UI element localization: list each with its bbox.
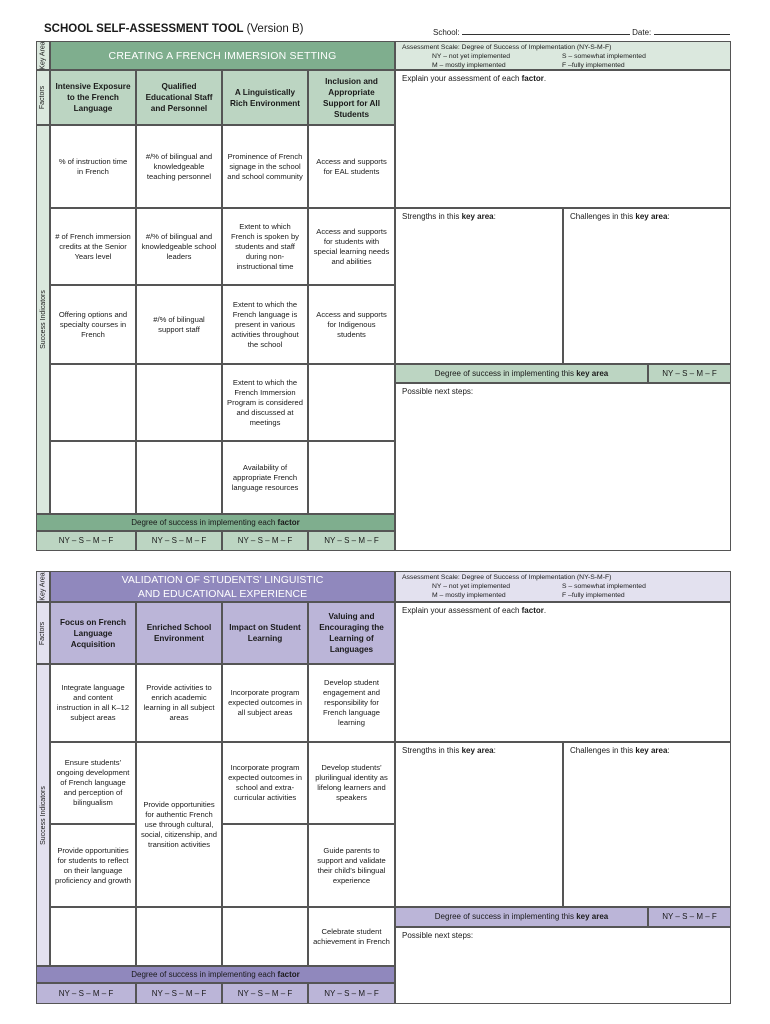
factor-header: Impact on Student Learning (222, 602, 308, 664)
indicator-cell-empty[interactable] (136, 441, 222, 514)
next-steps-box[interactable]: Possible next steps: (395, 383, 731, 551)
factor-header: Focus on French Language Acquisition (50, 602, 136, 664)
factors-tab: Factors (36, 602, 50, 664)
factor-header: Enriched School Environment (136, 602, 222, 664)
indicator-cell: Extent to which French is spoken by students and staff during non-instructional time (222, 208, 308, 285)
indicator-cell-empty[interactable] (136, 364, 222, 441)
school-label: School: (433, 28, 460, 37)
strengths-box[interactable]: Strengths in this key area: (395, 742, 563, 907)
indicator-cell: Integrate language and content instruction in all K–12 subject areas (50, 664, 136, 742)
key-area-tab: Key Area (36, 571, 50, 602)
indicator-cell: Prominence of French signage in the school and school community (222, 125, 308, 208)
factor-rating[interactable]: NY – S – M – F (136, 531, 222, 551)
factor-header: Valuing and Encouraging the Learning of Languages (308, 602, 395, 664)
indicator-cell: Extent to which the French Immersion Program is considered and discussed at meetings (222, 364, 308, 441)
factor-header: Intensive Exposure to the French Language (50, 70, 136, 125)
indicator-cell-empty[interactable] (136, 907, 222, 966)
success-indicators-tab: Success Indicators (36, 664, 50, 966)
indicator-cell: Access and supports for EAL students (308, 125, 395, 208)
factor-header: Inclusion and Appropriate Support for All Students (308, 70, 395, 125)
indicator-cell: #/% of bilingual and knowledgeable school leaders (136, 208, 222, 285)
indicator-cell: % of instruction time in French (50, 125, 136, 208)
indicator-cell-empty[interactable] (50, 441, 136, 514)
version-text: (Version B) (246, 23, 304, 35)
school-date-fields (433, 26, 730, 37)
indicator-cell: Provide opportunities for students to reflect on their language proficiency and growth (50, 824, 136, 907)
success-indicators-tab: Success Indicators (36, 125, 50, 514)
next-steps-box[interactable]: Possible next steps: (395, 927, 731, 1004)
indicator-cell: #/% of bilingual and knowledgeable teaching personnel (136, 125, 222, 208)
degree-each-factor-bar: Degree of success in implementing each factor (36, 966, 395, 983)
factor-header: A Linguistically Rich Environment (222, 70, 308, 125)
key-area-rating[interactable]: NY – S – M – F (648, 364, 731, 383)
challenges-box[interactable]: Challenges in this key area: (563, 742, 731, 907)
indicator-cell: Develop students’ plurilingual identity as lifelong learners and speakers (308, 742, 395, 824)
degree-each-factor-bar: Degree of success in implementing each factor (36, 514, 395, 531)
explain-assessment-box[interactable]: Explain your assessment of each factor. (395, 602, 731, 742)
strengths-box[interactable]: Strengths in this key area: (395, 208, 563, 364)
factor-rating[interactable]: NY – S – M – F (222, 983, 308, 1004)
assessment-scale: Assessment Scale: Degree of Success of Implementation (NY-S-M-F) NY – not yet implemented S – somewhat implemented M – mostly implemented F –fully implemented (395, 571, 731, 602)
indicator-cell-empty[interactable] (308, 364, 395, 441)
indicator-cell: Celebrate student achievement in French (308, 907, 395, 966)
factors-tab: Factors (36, 70, 50, 125)
indicator-cell: Incorporate program expected outcomes in all subject areas (222, 664, 308, 742)
indicator-cell: Develop student engagement and responsibility for French language learning (308, 664, 395, 742)
indicator-cell-empty[interactable] (308, 441, 395, 514)
factor-rating[interactable]: NY – S – M – F (308, 531, 395, 551)
indicator-cell: Access and supports for Indigenous students (308, 285, 395, 364)
indicator-cell: Provide activities to enrich academic learning in all subject areas (136, 664, 222, 742)
date-input-line[interactable] (654, 26, 730, 35)
indicator-cell: Provide opportunities for authentic French use through cultural, social, citizenship, and transition activities (136, 742, 222, 907)
indicator-cell: Guide parents to support and validate their child’s bilingual experience (308, 824, 395, 907)
challenges-box[interactable]: Challenges in this key area: (563, 208, 731, 364)
factor-rating[interactable]: NY – S – M – F (36, 983, 136, 1004)
indicator-cell-empty[interactable] (222, 907, 308, 966)
key-area-rating[interactable]: NY – S – M – F (648, 907, 731, 927)
indicator-cell: Offering options and specialty courses in French (50, 285, 136, 364)
degree-key-area-bar: Degree of success in implementing this key area (395, 907, 648, 927)
title-text: SCHOOL SELF-ASSESSMENT TOOL (44, 23, 244, 35)
indicator-cell-empty[interactable] (222, 824, 308, 907)
indicator-cell: #/% of bilingual support staff (136, 285, 222, 364)
school-input-line[interactable] (462, 26, 630, 35)
key-area-tab: Key Area (36, 41, 50, 70)
indicator-cell: Access and supports for students with special learning needs and abilities (308, 208, 395, 285)
degree-key-area-bar: Degree of success in implementing this key area (395, 364, 648, 383)
factor-rating[interactable]: NY – S – M – F (222, 531, 308, 551)
section1-banner: CREATING A FRENCH IMMERSION SETTING (50, 41, 395, 70)
indicator-cell: # of French immersion credits at the Senior Years level (50, 208, 136, 285)
indicator-cell-empty[interactable] (50, 907, 136, 966)
page-title (44, 23, 303, 35)
factor-header: Qualified Educational Staff and Personnel (136, 70, 222, 125)
explain-assessment-box[interactable]: Explain your assessment of each factor. (395, 70, 731, 208)
indicator-cell: Availability of appropriate French language resources (222, 441, 308, 514)
section2-banner: VALIDATION OF STUDENTS’ LINGUISTIC AND EDUCATIONAL EXPERIENCE (50, 571, 395, 602)
indicator-cell: Extent to which the French language is present in various activities throughout the school (222, 285, 308, 364)
indicator-cell-empty[interactable] (50, 364, 136, 441)
date-label: Date: (632, 28, 652, 37)
factor-rating[interactable]: NY – S – M – F (136, 983, 222, 1004)
indicator-cell: Incorporate program expected outcomes in school and extra-curricular activities (222, 742, 308, 824)
indicator-cell: Ensure students’ ongoing development of French language and perception of bilingualism (50, 742, 136, 824)
factor-rating[interactable]: NY – S – M – F (308, 983, 395, 1004)
assessment-scale: Assessment Scale: Degree of Success of Implementation (NY-S-M-F) NY – not yet implemented S – somewhat implemented M – mostly implemented F –fully implemented (395, 41, 731, 70)
factor-rating[interactable]: NY – S – M – F (36, 531, 136, 551)
